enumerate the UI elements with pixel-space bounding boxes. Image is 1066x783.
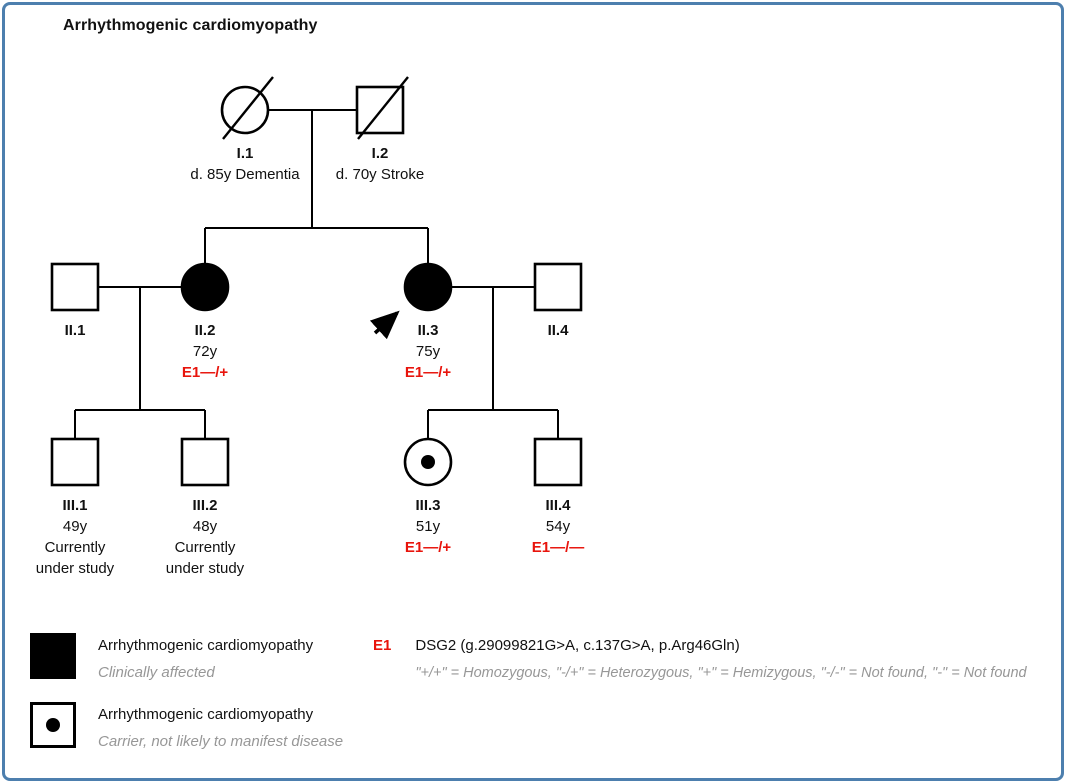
proband-arrow-icon: [375, 313, 397, 333]
genotype-result: E1—/+: [404, 539, 452, 556]
genotype-result: E1—/+: [404, 364, 452, 381]
individual-note: Currently: [174, 539, 236, 556]
carrier-dot-icon: [421, 455, 435, 469]
individual-note: under study: [35, 560, 115, 577]
pedigree-symbol-III.3: [405, 439, 451, 485]
pedigree-symbol-II.2: [182, 264, 228, 310]
figure-title: Arrhythmogenic cardiomyopathy: [63, 17, 318, 34]
pedigree-symbol-II.1: [52, 264, 98, 310]
pedigree-symbol-II.4: [535, 264, 581, 310]
variant-code: E1: [373, 637, 392, 654]
legend-affected: [30, 633, 313, 681]
pedigree-symbol-I.1: [222, 77, 273, 139]
individual-note: d. 85y Dementia: [190, 166, 300, 183]
legend-affected-text: [98, 633, 313, 681]
individual-id: III.4: [545, 497, 571, 514]
legend-variant: [373, 637, 1027, 681]
pedigree-symbol-III.4: [535, 439, 581, 485]
legend-affected-label: Arrhythmogenic cardiomyopathy: [98, 637, 314, 654]
individual-note: 75y: [415, 343, 441, 360]
individual-id: I.1: [236, 145, 254, 162]
variant-description: DSG2 (g.29099821G>A, c.137G>A, p.Arg46Gln): [415, 637, 740, 654]
legend-affected-sublabel: Clinically affected: [98, 664, 215, 681]
individual-id: II.4: [547, 322, 569, 339]
individual-note: under study: [165, 560, 245, 577]
individual-id: III.3: [415, 497, 441, 514]
individual-id: II.3: [417, 322, 439, 339]
pedigree-symbol-III.1: [52, 439, 98, 485]
individual-note: 72y: [192, 343, 218, 360]
legend-carrier-text: [98, 702, 343, 750]
legend-carrier-sublabel: Carrier, not likely to manifest disease: [98, 733, 344, 750]
individual-note: d. 70y Stroke: [335, 166, 425, 183]
individual-id: I.2: [371, 145, 389, 162]
pedigree-symbol-III.2: [182, 439, 228, 485]
individual-note: 54y: [545, 518, 571, 535]
legend-carrier: [30, 702, 343, 750]
pedigree-symbol-II.3: [375, 264, 451, 333]
individual-id: II.1: [64, 322, 86, 339]
genotype-result: E1—/—: [531, 539, 585, 556]
legend-carrier-label: Arrhythmogenic cardiomyopathy: [98, 706, 314, 723]
individual-id: III.2: [192, 497, 218, 514]
pedigree-symbol-I.2: [357, 77, 408, 139]
individual-note: 48y: [192, 518, 218, 535]
individual-note: 51y: [415, 518, 441, 535]
carrier-dot-icon: [46, 718, 60, 732]
variant-notation-key: "+/+" = Homozygous, "-/+" = Heterozygous, "+" = Hemizygous, "-/-" = Not found, "-" = Not found: [415, 665, 1027, 681]
individual-id: II.2: [194, 322, 216, 339]
genotype-result: E1—/+: [181, 364, 229, 381]
individual-id: III.1: [62, 497, 88, 514]
carrier-symbol-icon: [30, 702, 76, 748]
legend-variant-text: [415, 637, 1026, 681]
individual-note: 49y: [62, 518, 88, 535]
individual-note: Currently: [44, 539, 106, 556]
affected-symbol-icon: [30, 633, 76, 679]
